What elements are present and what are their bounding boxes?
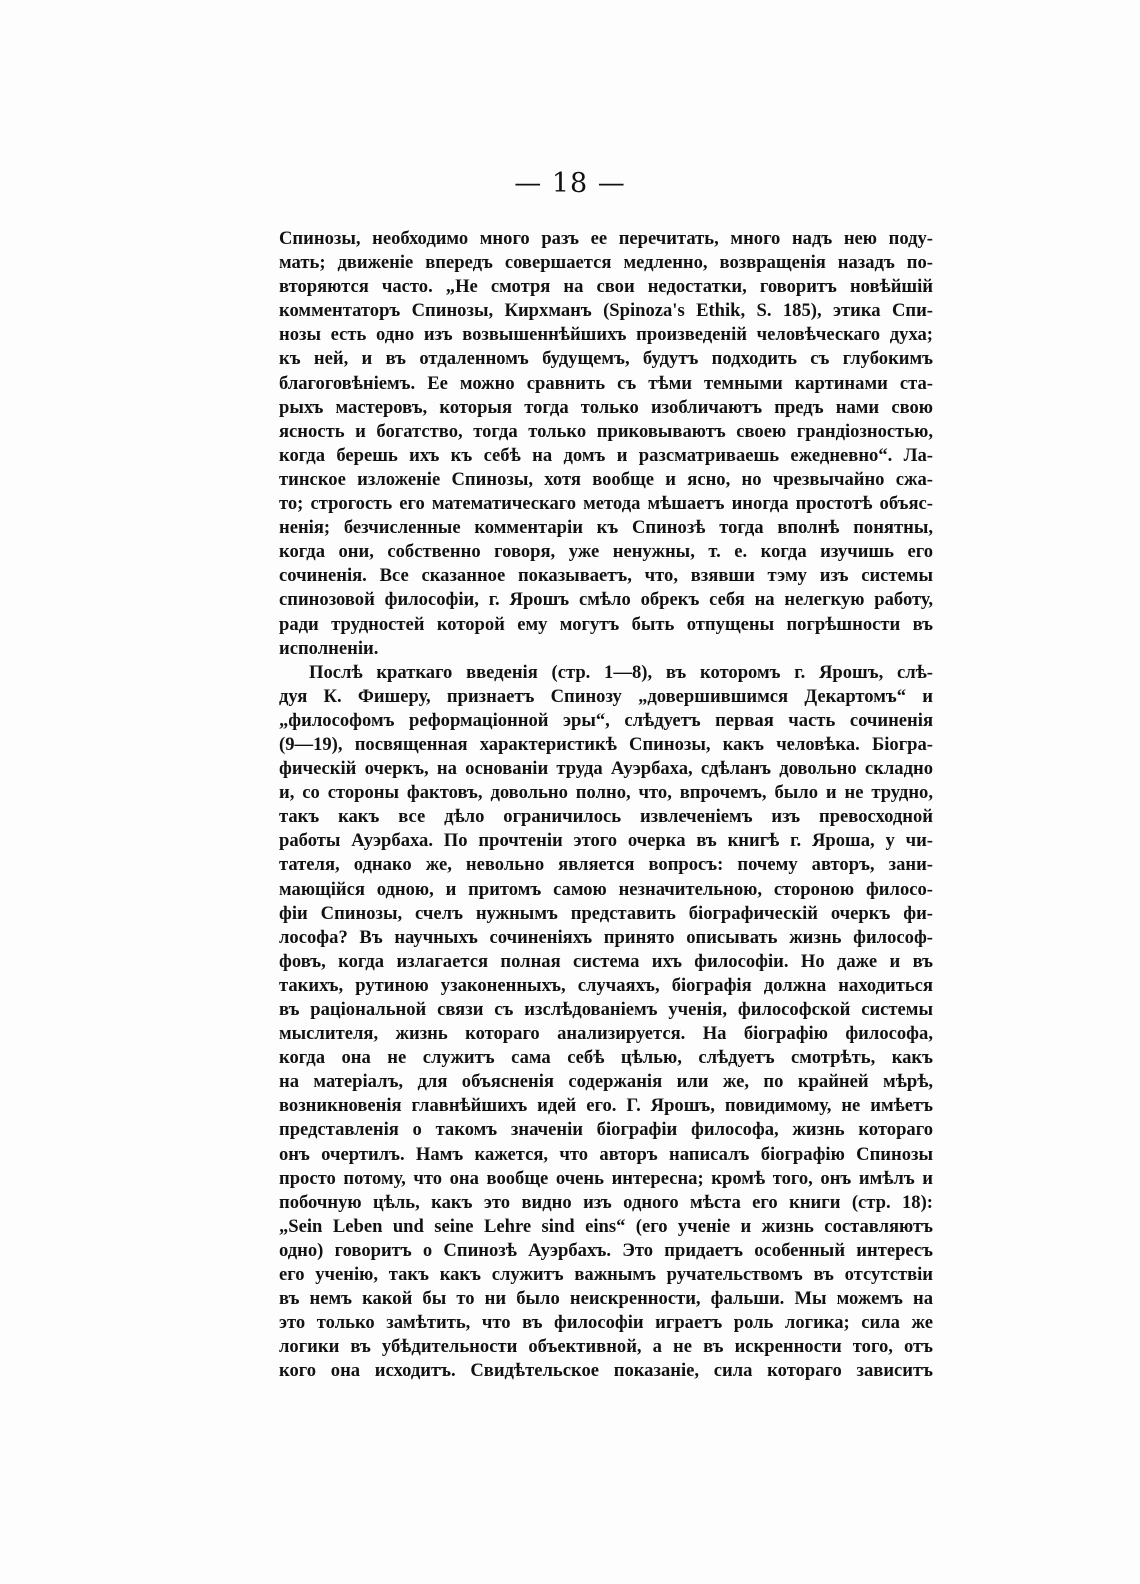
text-line: „Sein Leben und seine Lehre sind eins“ (его ученіе и жизнь составляютъ xyxy=(279,1215,933,1237)
text-line: Спинозы, необходимо много разъ ее перечитать, много надъ нею поду- xyxy=(279,228,933,249)
text-line: такъ какъ все дѣло ограничилось извлеченіемъ изъ превосходной xyxy=(279,806,933,828)
text-line: мыслителя, жизнь котораго анализируется. На біографію философа, xyxy=(279,1023,933,1045)
text-line: фовъ, когда излагается полная система ихъ философіи. Но даже и въ xyxy=(279,950,933,972)
text-line: спинозовой философіи, г. Ярошъ смѣло обрекъ себя на нелегкую работу, xyxy=(279,589,933,611)
text-line: лософа? Въ научныхъ сочиненіяхъ принято описывать жизнь философ- xyxy=(279,926,933,948)
text-line: на матеріалъ, для объясненія содержанія или же, по крайней мѣрѣ, xyxy=(279,1071,933,1093)
text-line: вторяются часто. „Не смотря на свои недостатки, говоритъ новѣйшій xyxy=(279,276,933,298)
text-line: въ немъ какой бы то ни было неискренности, фальши. Мы можемъ на xyxy=(279,1288,933,1310)
text-line: работы Ауэрбаха. По прочтеніи этого очерка въ книгѣ г. Яроша, у чи- xyxy=(279,830,933,852)
text-line: ненія; безчисленные комментаріи къ Спинозѣ тогда вполнѣ понятны, xyxy=(279,517,933,539)
text-line: одно) говоритъ о Спинозѣ Ауэрбахъ. Это придаетъ особенный интересъ xyxy=(279,1239,933,1261)
text-line: побочную цѣль, какъ это видно изъ одного мѣста его книги (стр. 18): xyxy=(279,1191,933,1213)
text-line: когда они, собственно говоря, уже ненужны, т. е. когда изучишь его xyxy=(279,541,933,563)
text-line: дуя К. Фишеру, признаетъ Спинозу „довершившимся Декартомъ“ и xyxy=(279,685,933,707)
text-line: то; строгость его математическаго метода мѣшаетъ иногда простотѣ объяс- xyxy=(279,493,933,515)
text-line: логики въ убѣдительности объективной, а не въ искренности того, отъ xyxy=(279,1336,933,1358)
text-line: это только замѣтить, что въ философіи играетъ роль логика; сила же xyxy=(279,1312,933,1334)
text-line: нозы есть одно изъ возвышеннѣйшихъ произведеній человѣческаго духа; xyxy=(279,324,933,346)
text-line: онъ очертилъ. Намъ кажется, что авторъ написалъ біографію Спинозы xyxy=(279,1143,933,1165)
text-line: благоговѣніемъ. Ее можно сравнить съ тѣми темными картинами ста- xyxy=(279,372,933,394)
page-number: — 18 — xyxy=(514,168,626,199)
text-line: когда берешь ихъ къ себѣ на домъ и разсматриваешь ежедневно“. Ла- xyxy=(279,444,933,466)
text-line: просто потому, что она вообще очень интересна; кромѣ того, онъ имѣлъ и xyxy=(279,1167,933,1189)
text-line: фіи Спинозы, счелъ нужнымъ представить біографическій очеркъ фи- xyxy=(279,902,933,924)
text-line: представленія о такомъ значеніи біографіи философа, жизнь котораго xyxy=(279,1119,933,1141)
text-line: фическій очеркъ, на основаніи труда Ауэрбаха, сдѣланъ довольно складно xyxy=(279,758,933,780)
text-line: ради трудностей которой ему могутъ быть отпущены погрѣшности въ xyxy=(279,613,933,635)
text-line: мать; движеніе впередъ совершается медленно, возвращенія назадъ по- xyxy=(279,252,933,274)
text-line: рыхъ мастеровъ, которыя тогда только изобличаютъ предъ нами свою xyxy=(279,396,933,418)
text-line: возникновенія главнѣйшихъ идей его. Г. Ярошъ, повидимому, не имѣетъ xyxy=(279,1095,933,1117)
text-line: къ ней, и въ отдаленномъ будущемъ, будутъ подходить съ глубокимъ xyxy=(279,348,933,370)
text-line: ясность и богатство, тогда только приковываютъ своею грандіозностью, xyxy=(279,420,933,442)
text-line: въ раціональной связи съ изслѣдованіемъ ученія, философской системы xyxy=(279,999,933,1020)
text-line: комментаторъ Спинозы, Кирхманъ (Spinoza's Ethik, S. 185), этика Спи- xyxy=(279,300,933,322)
body-text xyxy=(279,227,933,1384)
text-line: тинское изложеніе Спинозы, хотя вообще и ясно, но чрезвычайно сжа- xyxy=(279,468,933,490)
text-line: когда она не служитъ сама себѣ цѣлью, слѣдуетъ смотрѣть, какъ xyxy=(279,1047,933,1069)
text-line: „философомъ реформаціонной эры“, слѣдуетъ первая часть сочиненія xyxy=(279,709,933,731)
text-line: сочиненія. Все сказанное показываетъ, что, взявши тэму изъ системы xyxy=(279,565,933,587)
text-line: его ученію, такъ какъ служитъ важнымъ ручательствомъ въ отсутствіи xyxy=(279,1264,933,1286)
text-line: такихъ, рутиною узаконенныхъ, случаяхъ, біографія должна находиться xyxy=(279,974,933,996)
text-line: тателя, однако же, невольно является вопросъ: почему авторъ, зани- xyxy=(279,854,933,876)
text-line: и, со стороны фактовъ, довольно полно, что, впрочемъ, было и не трудно, xyxy=(279,782,933,804)
text-line: кого она исходитъ. Свидѣтельское показаніе, сила котораго зависитъ xyxy=(279,1360,933,1382)
text-line: исполненіи. xyxy=(279,637,379,659)
text-line: (9—19), посвященная характеристикѣ Спинозы, какъ человѣка. Біогра- xyxy=(279,733,933,755)
text-line: мающійся одною, и притомъ самою незначительною, стороною филосо- xyxy=(279,878,933,900)
text-line: Послѣ краткаго введенія (стр. 1—8), въ которомъ г. Ярошъ, слѣ- xyxy=(309,661,933,683)
